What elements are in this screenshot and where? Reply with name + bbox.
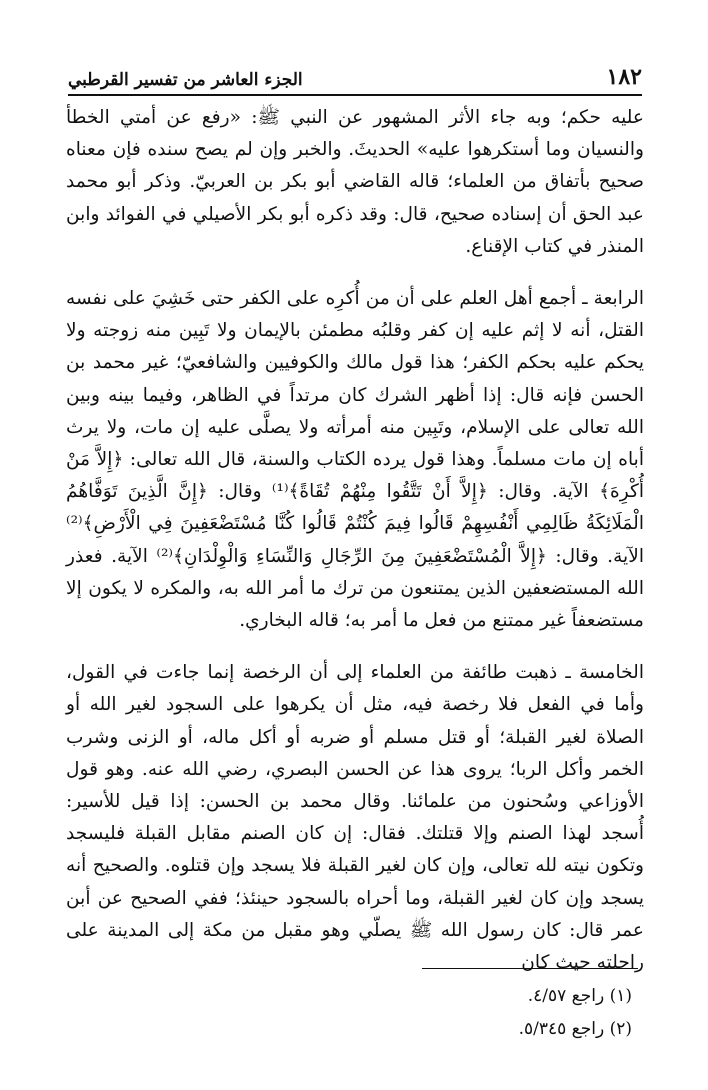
running-title: الجزء العاشر من تفسير القرطبي <box>68 70 303 90</box>
footnote-separator <box>422 968 638 969</box>
paragraph-continuation: عليه حكم؛ وبه جاء الأثر المشهور عن النبي ﷺ: «رفع عن أمتي الخطأ والنسيان وما أستكرهوا عليه» الحديثَ. والخبر وإن لم يصح سنده فإن معناه صحيح بأتفاق من العلماء؛ قاله القاضي أبو بكر بن العربيّ. وذكر أبو محمد عبد الحق أن إسناده صحيح، قال: وقد ذكره أبو بكر الأصيلي في الفوائد وابن المنذر في كتاب الإقناع. <box>66 107 644 257</box>
paragraph-fifth-issue: الخامسة ـ ذهبت طائفة من العلماء إلى أن الرخصة إنما جاءت في القول، وأما في الفعل فلا رخصة فيه، مثل أن يكرهوا على السجود لغير الله أو الصلاة لغير القبلة؛ أو قتل مسلم أو ضربه أو أكل ماله، أو الزنى وشرب الخمر وأكل الربا؛ يروى هذا عن الحسن البصري، رضي الله عنه. وهو قول الأوزاعي وسُحنون من علمائنا. وقال محمد بن الحسن: إذا قيل للأسير: أُسجد لهذا الصنم وإلا قتلتك. فقال: إن كان الصنم مقابل القبلة فليسجد وتكون نيته لله تعالى، وإن كان لغير القبلة فلا يسجد وإن قتلوه. والصحيح أنه يسجد وإن كان لغير القبلة، وما أحراه بالسجود حينئذ؛ ففي الصحيح عن أبن عمر قال: كان رسول الله ﷺ يصلّي وهو مقبل من مكة إلى المدينة على راحلته حيث كان <box>66 662 644 974</box>
paragraph-fourth-issue: الرابعة ـ أجمع أهل العلم على أن من أُكرِه على الكفر حتى خَشِيَ على نفسه القتل، أنه لا إثم عليه إن كفر وقلبُه مطمئن بالإيمان ولا تَبِين منه زوجته ولا يحكم عليه بحكم الكفر؛ هذا قول مالك والكوفيين والشافعيّ؛ غير محمد بن الحسن فإنه قال: إذا أظهر الشرك كان مرتداً في الظاهر، وفيما بينه وبين الله تعالى على الإسلام، وتَبِين منه أمرأته ولا يصلَّى عليه إن مات، ولا يرث أباه إن مات مسلماً. وهذا قول يرده الكتاب والسنة، قال الله تعالى: ﴿إِلاَّ مَنْ أُكْرِهَ﴾ الآية. وقال: ﴿إِلاَّ أَنْ تَتَّقُوا مِنْهُمْ تُقَاةً﴾⁽¹⁾ وقال: ﴿إِنَّ الَّذِينَ تَوَفَّاهُمُ الْمَلَائِكَةُ ظَالِمِي أَنْفُسِهِمْ قَالُوا فِيمَ كُنْتُمْ قَالُوا كُنَّا مُسْتَضْعَفِينَ فِي الْأَرْضِ﴾⁽²⁾ الآية. وقال: ﴿إِلاَّ الْمُسْتَضْعَفِينَ مِنَ الرِّجَالِ وَالنِّسَاءِ وَالْوِلْدَانِ﴾⁽²⁾ الآية. فعذر الله المستضعفين الذين يمتنعون من ترك ما أمر الله به، والمكره لا يكون إلا مستضعفاً غير ممتنع من فعل ما أمر به؛ قاله البخاري. <box>66 288 644 632</box>
footnote-1: (١) راجع ٤/٥٧. <box>527 986 632 1006</box>
footnote-2: (٢) راجع ٥/٣٤٥. <box>518 1019 632 1039</box>
main-text <box>66 102 644 979</box>
page-header <box>68 62 642 96</box>
page-number: ١٨٢ <box>606 64 642 90</box>
footnotes <box>519 980 632 1046</box>
